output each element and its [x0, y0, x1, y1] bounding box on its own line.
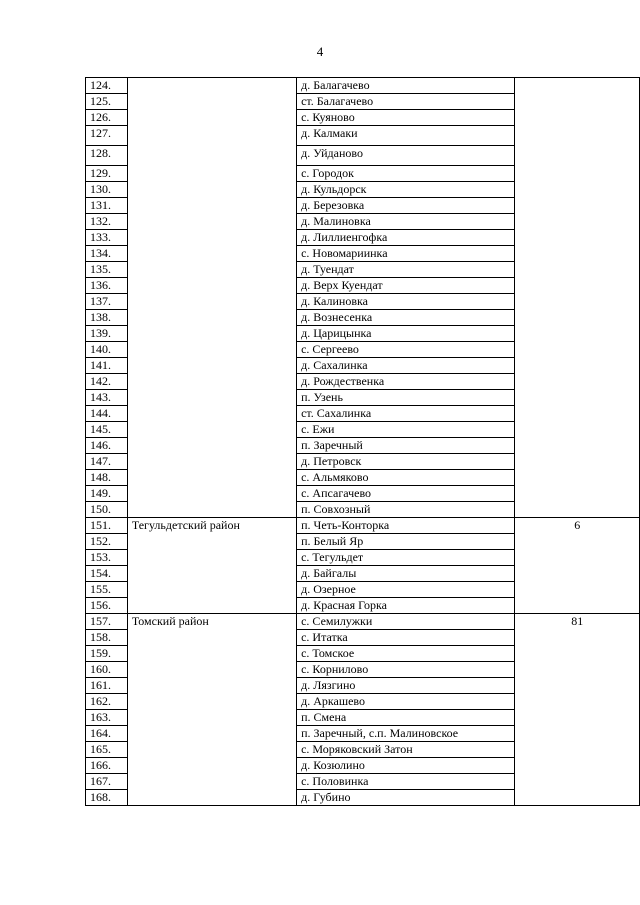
row-number: 150. — [86, 502, 128, 518]
row-number: 132. — [86, 214, 128, 230]
row-number: 130. — [86, 182, 128, 198]
row-number: 158. — [86, 630, 128, 646]
row-number: 129. — [86, 166, 128, 182]
row-number: 144. — [86, 406, 128, 422]
settlement-name: д. Байгалы — [297, 566, 515, 582]
row-number: 154. — [86, 566, 128, 582]
row-number: 155. — [86, 582, 128, 598]
settlement-name: д. Уйданово — [297, 146, 515, 166]
row-number: 162. — [86, 694, 128, 710]
settlement-name: с. Корнилово — [297, 662, 515, 678]
row-number: 163. — [86, 710, 128, 726]
settlement-name: с. Куяново — [297, 110, 515, 126]
row-number: 168. — [86, 790, 128, 806]
settlement-count — [515, 78, 640, 518]
page-number: 4 — [316, 44, 324, 59]
row-number: 140. — [86, 342, 128, 358]
row-number: 164. — [86, 726, 128, 742]
settlement-name: с. Новомариинка — [297, 246, 515, 262]
settlement-name: д. Туендат — [297, 262, 515, 278]
row-number: 142. — [86, 374, 128, 390]
settlement-count: 81 — [515, 614, 640, 806]
settlement-name: д. Петровск — [297, 454, 515, 470]
settlement-name: с. Итатка — [297, 630, 515, 646]
row-number: 161. — [86, 678, 128, 694]
settlement-name: д. Губино — [297, 790, 515, 806]
settlement-name: с. Альмяково — [297, 470, 515, 486]
settlement-name: п. Смена — [297, 710, 515, 726]
row-number: 126. — [86, 110, 128, 126]
settlement-name: с. Сергеево — [297, 342, 515, 358]
settlement-name: с. Тегульдет — [297, 550, 515, 566]
row-number: 134. — [86, 246, 128, 262]
row-number: 167. — [86, 774, 128, 790]
settlement-name: д. Красная Горка — [297, 598, 515, 614]
row-number: 124. — [86, 78, 128, 94]
settlement-name: с. Семилужки — [297, 614, 515, 630]
row-number: 138. — [86, 310, 128, 326]
row-number: 165. — [86, 742, 128, 758]
settlement-name: д. Козюлино — [297, 758, 515, 774]
row-number: 136. — [86, 278, 128, 294]
row-number: 147. — [86, 454, 128, 470]
row-number: 133. — [86, 230, 128, 246]
row-number: 128. — [86, 146, 128, 166]
row-number: 143. — [86, 390, 128, 406]
table-row — [86, 78, 640, 94]
settlements-table — [85, 77, 640, 806]
settlement-name: с. Апсагачево — [297, 486, 515, 502]
settlement-name: д. Верх Куендат — [297, 278, 515, 294]
settlement-name: с. Половинка — [297, 774, 515, 790]
row-number: 135. — [86, 262, 128, 278]
row-number: 139. — [86, 326, 128, 342]
row-number: 131. — [86, 198, 128, 214]
settlement-name: п. Узень — [297, 390, 515, 406]
settlement-count: 6 — [515, 518, 640, 614]
settlement-name: п. Заречный — [297, 438, 515, 454]
settlement-name: с. Томское — [297, 646, 515, 662]
settlement-name: д. Царицынка — [297, 326, 515, 342]
row-number: 157. — [86, 614, 128, 630]
settlement-name: д. Аркашево — [297, 694, 515, 710]
row-number: 149. — [86, 486, 128, 502]
row-number: 153. — [86, 550, 128, 566]
settlement-name: п. Белый Яр — [297, 534, 515, 550]
row-number: 145. — [86, 422, 128, 438]
settlement-name: п. Заречный, с.п. Малиновское — [297, 726, 515, 742]
settlement-name: д. Малиновка — [297, 214, 515, 230]
settlement-name: с. Моряковский Затон — [297, 742, 515, 758]
settlement-name: д. Калмаки — [297, 126, 515, 146]
settlement-name: с. Ежи — [297, 422, 515, 438]
settlement-name: ст. Балагачево — [297, 94, 515, 110]
settlement-name: д. Кульдорск — [297, 182, 515, 198]
row-number: 152. — [86, 534, 128, 550]
settlements-table-body — [86, 78, 640, 806]
settlement-name: д. Вознесенка — [297, 310, 515, 326]
settlement-name: п. Совхозный — [297, 502, 515, 518]
row-number: 137. — [86, 294, 128, 310]
settlement-name: д. Балагачево — [297, 78, 515, 94]
row-number: 151. — [86, 518, 128, 534]
settlement-name: д. Лиллиенгофка — [297, 230, 515, 246]
row-number: 146. — [86, 438, 128, 454]
row-number: 125. — [86, 94, 128, 110]
district-name: Томский район — [127, 614, 296, 806]
row-number: 160. — [86, 662, 128, 678]
row-number: 141. — [86, 358, 128, 374]
settlement-name: п. Четь-Конторка — [297, 518, 515, 534]
settlement-name: ст. Сахалинка — [297, 406, 515, 422]
settlement-name: д. Лязгино — [297, 678, 515, 694]
table-row — [86, 614, 640, 630]
settlement-name: д. Озерное — [297, 582, 515, 598]
row-number: 156. — [86, 598, 128, 614]
row-number: 166. — [86, 758, 128, 774]
table-row — [86, 518, 640, 534]
settlement-name: д. Сахалинка — [297, 358, 515, 374]
settlement-name: д. Березовка — [297, 198, 515, 214]
row-number: 127. — [86, 126, 128, 146]
row-number: 148. — [86, 470, 128, 486]
row-number: 159. — [86, 646, 128, 662]
district-name: Тегульдетский район — [127, 518, 296, 614]
settlement-name: д. Рождественка — [297, 374, 515, 390]
district-name — [127, 78, 296, 518]
settlement-name: д. Калиновка — [297, 294, 515, 310]
settlement-name: с. Городок — [297, 166, 515, 182]
